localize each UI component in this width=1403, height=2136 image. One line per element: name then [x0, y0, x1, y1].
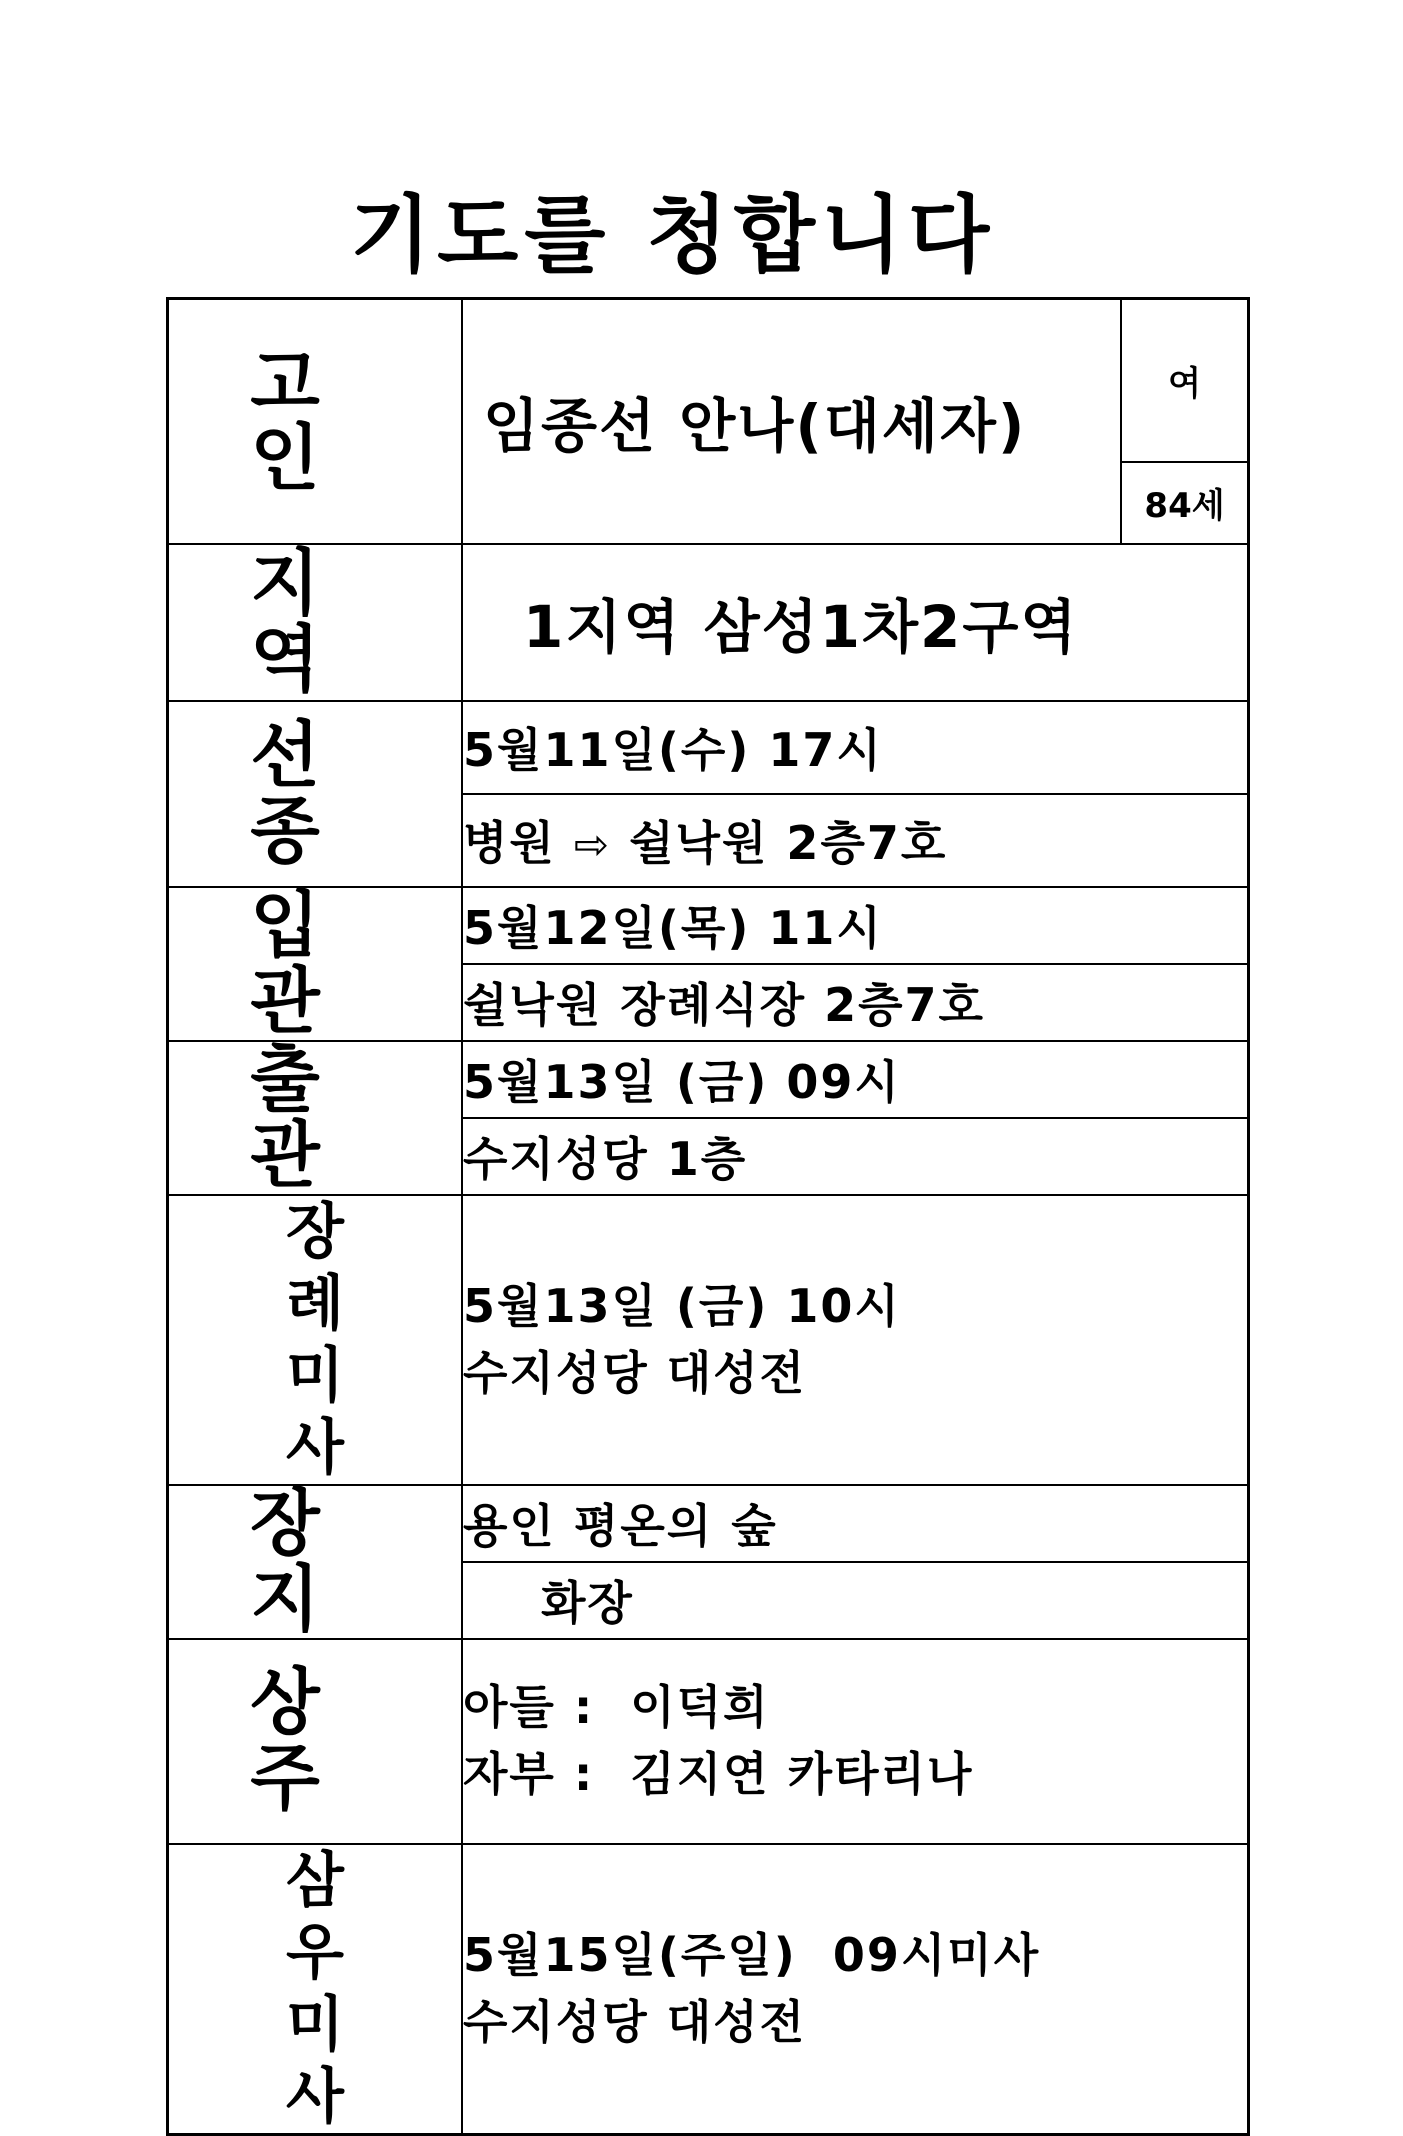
label-burial: 장 지	[168, 1485, 463, 1639]
label-third-day-mass-line1: 삼 우	[286, 1845, 434, 1988]
third-day-mass-details	[462, 1844, 1249, 2135]
deceased-gender: 여	[1121, 299, 1249, 462]
label-chief-mourners: 상 주	[168, 1639, 463, 1844]
region-value: 1지역 삼성1차2구역	[462, 544, 1249, 701]
death-place	[462, 794, 1249, 887]
label-encoffining: 입 관	[168, 887, 463, 1041]
label-departure: 출 관	[168, 1041, 463, 1195]
death-place-to: 쉴낙원 2층7호	[629, 816, 948, 870]
row-burial-place	[168, 1485, 1249, 1562]
encoffining-datetime: 5월12일(목) 11시	[462, 887, 1249, 964]
burial-place: 용인 평온의 숲	[462, 1485, 1249, 1562]
row-region	[168, 544, 1249, 701]
row-death-datetime	[168, 701, 1249, 794]
label-death: 선 종	[168, 701, 463, 887]
third-day-mass-place: 수지성당 대성전	[463, 1994, 807, 2049]
funeral-mass-place: 수지성당 대성전	[463, 1345, 807, 1400]
chief-mourner-daughter-in-law: 자부 : 김지연 카타리나	[463, 1747, 974, 1801]
row-encoffining-datetime	[168, 887, 1249, 964]
departure-datetime: 5월13일 (금) 09시	[462, 1041, 1249, 1118]
third-day-mass-datetime: 5월15일(주일) 09시미사	[463, 1927, 1041, 1982]
departure-place: 수지성당 1층	[462, 1118, 1249, 1195]
encoffining-place: 쉴낙원 장례식장 2층7호	[462, 964, 1249, 1041]
death-place-from: 병원	[463, 816, 556, 870]
chief-mourner-son: 아들 : 이덕희	[463, 1680, 770, 1735]
arrow-right-icon: ⇨	[573, 820, 612, 869]
row-deceased	[168, 299, 1249, 462]
label-funeral-mass	[168, 1195, 463, 1485]
label-third-day-mass-line2: 미 사	[286, 1989, 434, 2132]
funeral-mass-datetime: 5월13일 (금) 10시	[463, 1278, 901, 1333]
funeral-mass-details	[462, 1195, 1249, 1485]
burial-method: 화장	[462, 1562, 1249, 1639]
label-funeral-mass-line2: 미 사	[286, 1340, 434, 1483]
funeral-notice-table	[166, 297, 1250, 2136]
row-third-day-mass	[168, 1844, 1249, 2135]
label-deceased: 고 인	[168, 299, 463, 544]
label-region: 지 역	[168, 544, 463, 701]
death-datetime: 5월11일(수) 17시	[462, 701, 1249, 794]
chief-mourners-list	[462, 1639, 1249, 1844]
label-third-day-mass	[168, 1844, 463, 2135]
row-funeral-mass	[168, 1195, 1249, 1485]
deceased-name: 임종선 안나(대세자)	[462, 299, 1121, 544]
label-funeral-mass-line1: 장 례	[286, 1196, 434, 1339]
page-title: 기도를 청합니다	[350, 186, 996, 284]
row-chief-mourners	[168, 1639, 1249, 1844]
row-departure-datetime	[168, 1041, 1249, 1118]
deceased-age: 84세	[1121, 462, 1249, 544]
